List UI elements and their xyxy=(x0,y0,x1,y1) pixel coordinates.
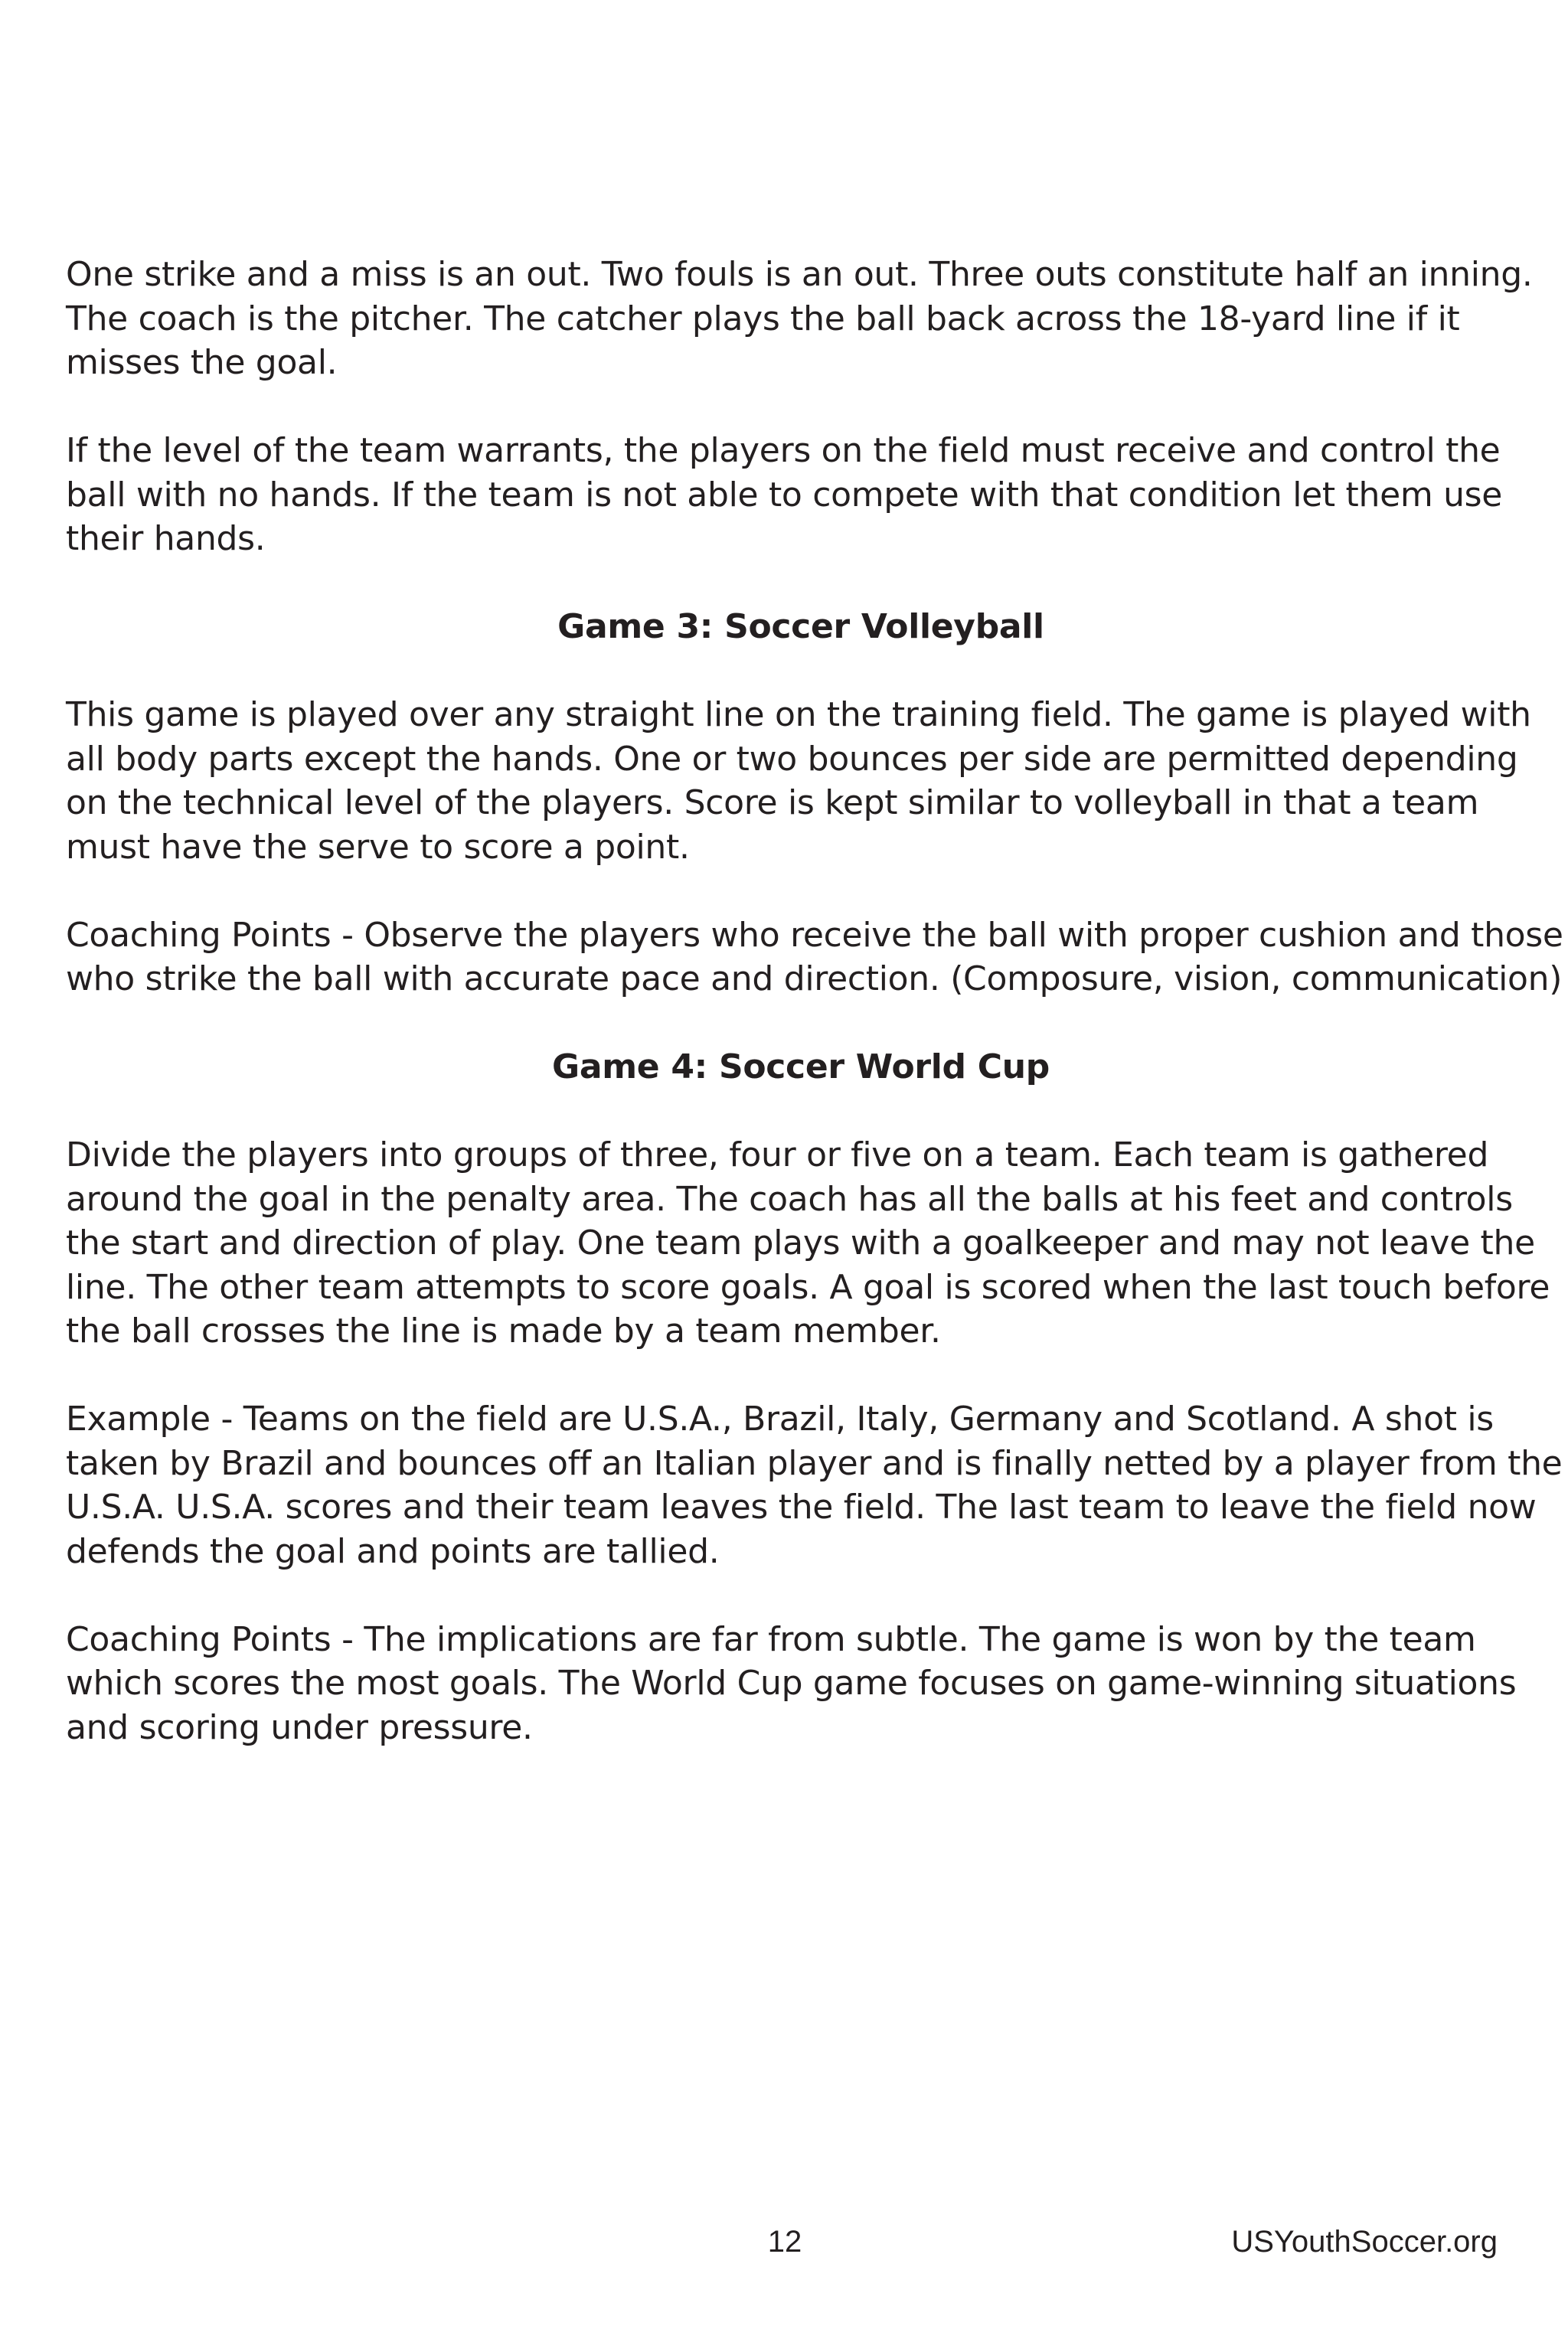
text-line: around the goal in the penalty area. The coach has all the balls at his feet and controls xyxy=(66,1179,1513,1219)
text-line: line. The other team attempts to score goals. A goal is scored when the last touch before xyxy=(66,1267,1550,1307)
text-line: must have the serve to score a point. xyxy=(66,827,690,867)
text-line: all body parts except the hands. One or two bounces per side are permitted depending xyxy=(66,739,1518,779)
text-line: If the level of the team warrants, the players on the field must receive and control the xyxy=(66,431,1501,470)
text-line: U.S.A. U.S.A. scores and their team leaves the field. The last team to leave the field now xyxy=(66,1488,1537,1527)
game3-heading: Game 3: Soccer Volleyball xyxy=(557,607,1044,646)
paragraph-baseball-rules xyxy=(66,253,1536,385)
paragraph-hands-condition xyxy=(66,429,1536,561)
page-content xyxy=(66,253,1563,1749)
text-line: Coaching Points - The implications are far from subtle. The game is won by the team xyxy=(66,1619,1476,1659)
text-line: misses the goal. xyxy=(66,343,338,382)
text-line: and scoring under pressure. xyxy=(66,1707,533,1747)
text-line: Divide the players into groups of three, four or five on a team. Each team is gathered xyxy=(66,1135,1489,1174)
game4-heading: Game 4: Soccer World Cup xyxy=(552,1047,1050,1086)
paragraph-game3-description xyxy=(66,693,1536,869)
paragraph-game4-coaching-points xyxy=(66,1618,1536,1750)
website-footer: USYouthSoccer.org xyxy=(1231,2225,1498,2259)
text-line: who strike the ball with accurate pace and direction. (Composure, vision, communication) xyxy=(66,959,1563,998)
text-line: This game is played over any straight line on the training field. The game is played with xyxy=(66,695,1531,734)
text-line: on the technical level of the players. Score is kept similar to volleyball in that a team xyxy=(66,783,1479,822)
paragraph-game3-coaching-points xyxy=(66,913,1563,1001)
text-line: One strike and a miss is an out. Two fouls is an out. Three outs constitute half an inning. xyxy=(66,255,1533,294)
text-line: taken by Brazil and bounces off an Italian player and is finally netted by a player from the xyxy=(66,1443,1563,1483)
text-line: their hands. xyxy=(66,519,266,558)
paragraph-game4-example xyxy=(66,1397,1563,1573)
text-line: Coaching Points - Observe the players who receive the ball with proper cushion and those xyxy=(66,915,1563,955)
text-line: the ball crosses the line is made by a team member. xyxy=(66,1312,941,1351)
text-line: which scores the most goals. The World Cup game focuses on game-winning situations xyxy=(66,1664,1517,1703)
text-line: defends the goal and points are tallied. xyxy=(66,1531,720,1571)
text-line: ball with no hands. If the team is not able to compete with that condition let them use xyxy=(66,475,1503,514)
text-line: the start and direction of play. One team plays with a goalkeeper and may not leave the xyxy=(66,1223,1535,1263)
page-number: 12 xyxy=(767,2225,802,2259)
paragraph-game4-description xyxy=(66,1133,1550,1354)
text-line: Example - Teams on the field are U.S.A., Brazil, Italy, Germany and Scotland. A shot is xyxy=(66,1400,1494,1439)
text-line: The coach is the pitcher. The catcher plays the ball back across the 18-yard line if it xyxy=(66,299,1460,338)
